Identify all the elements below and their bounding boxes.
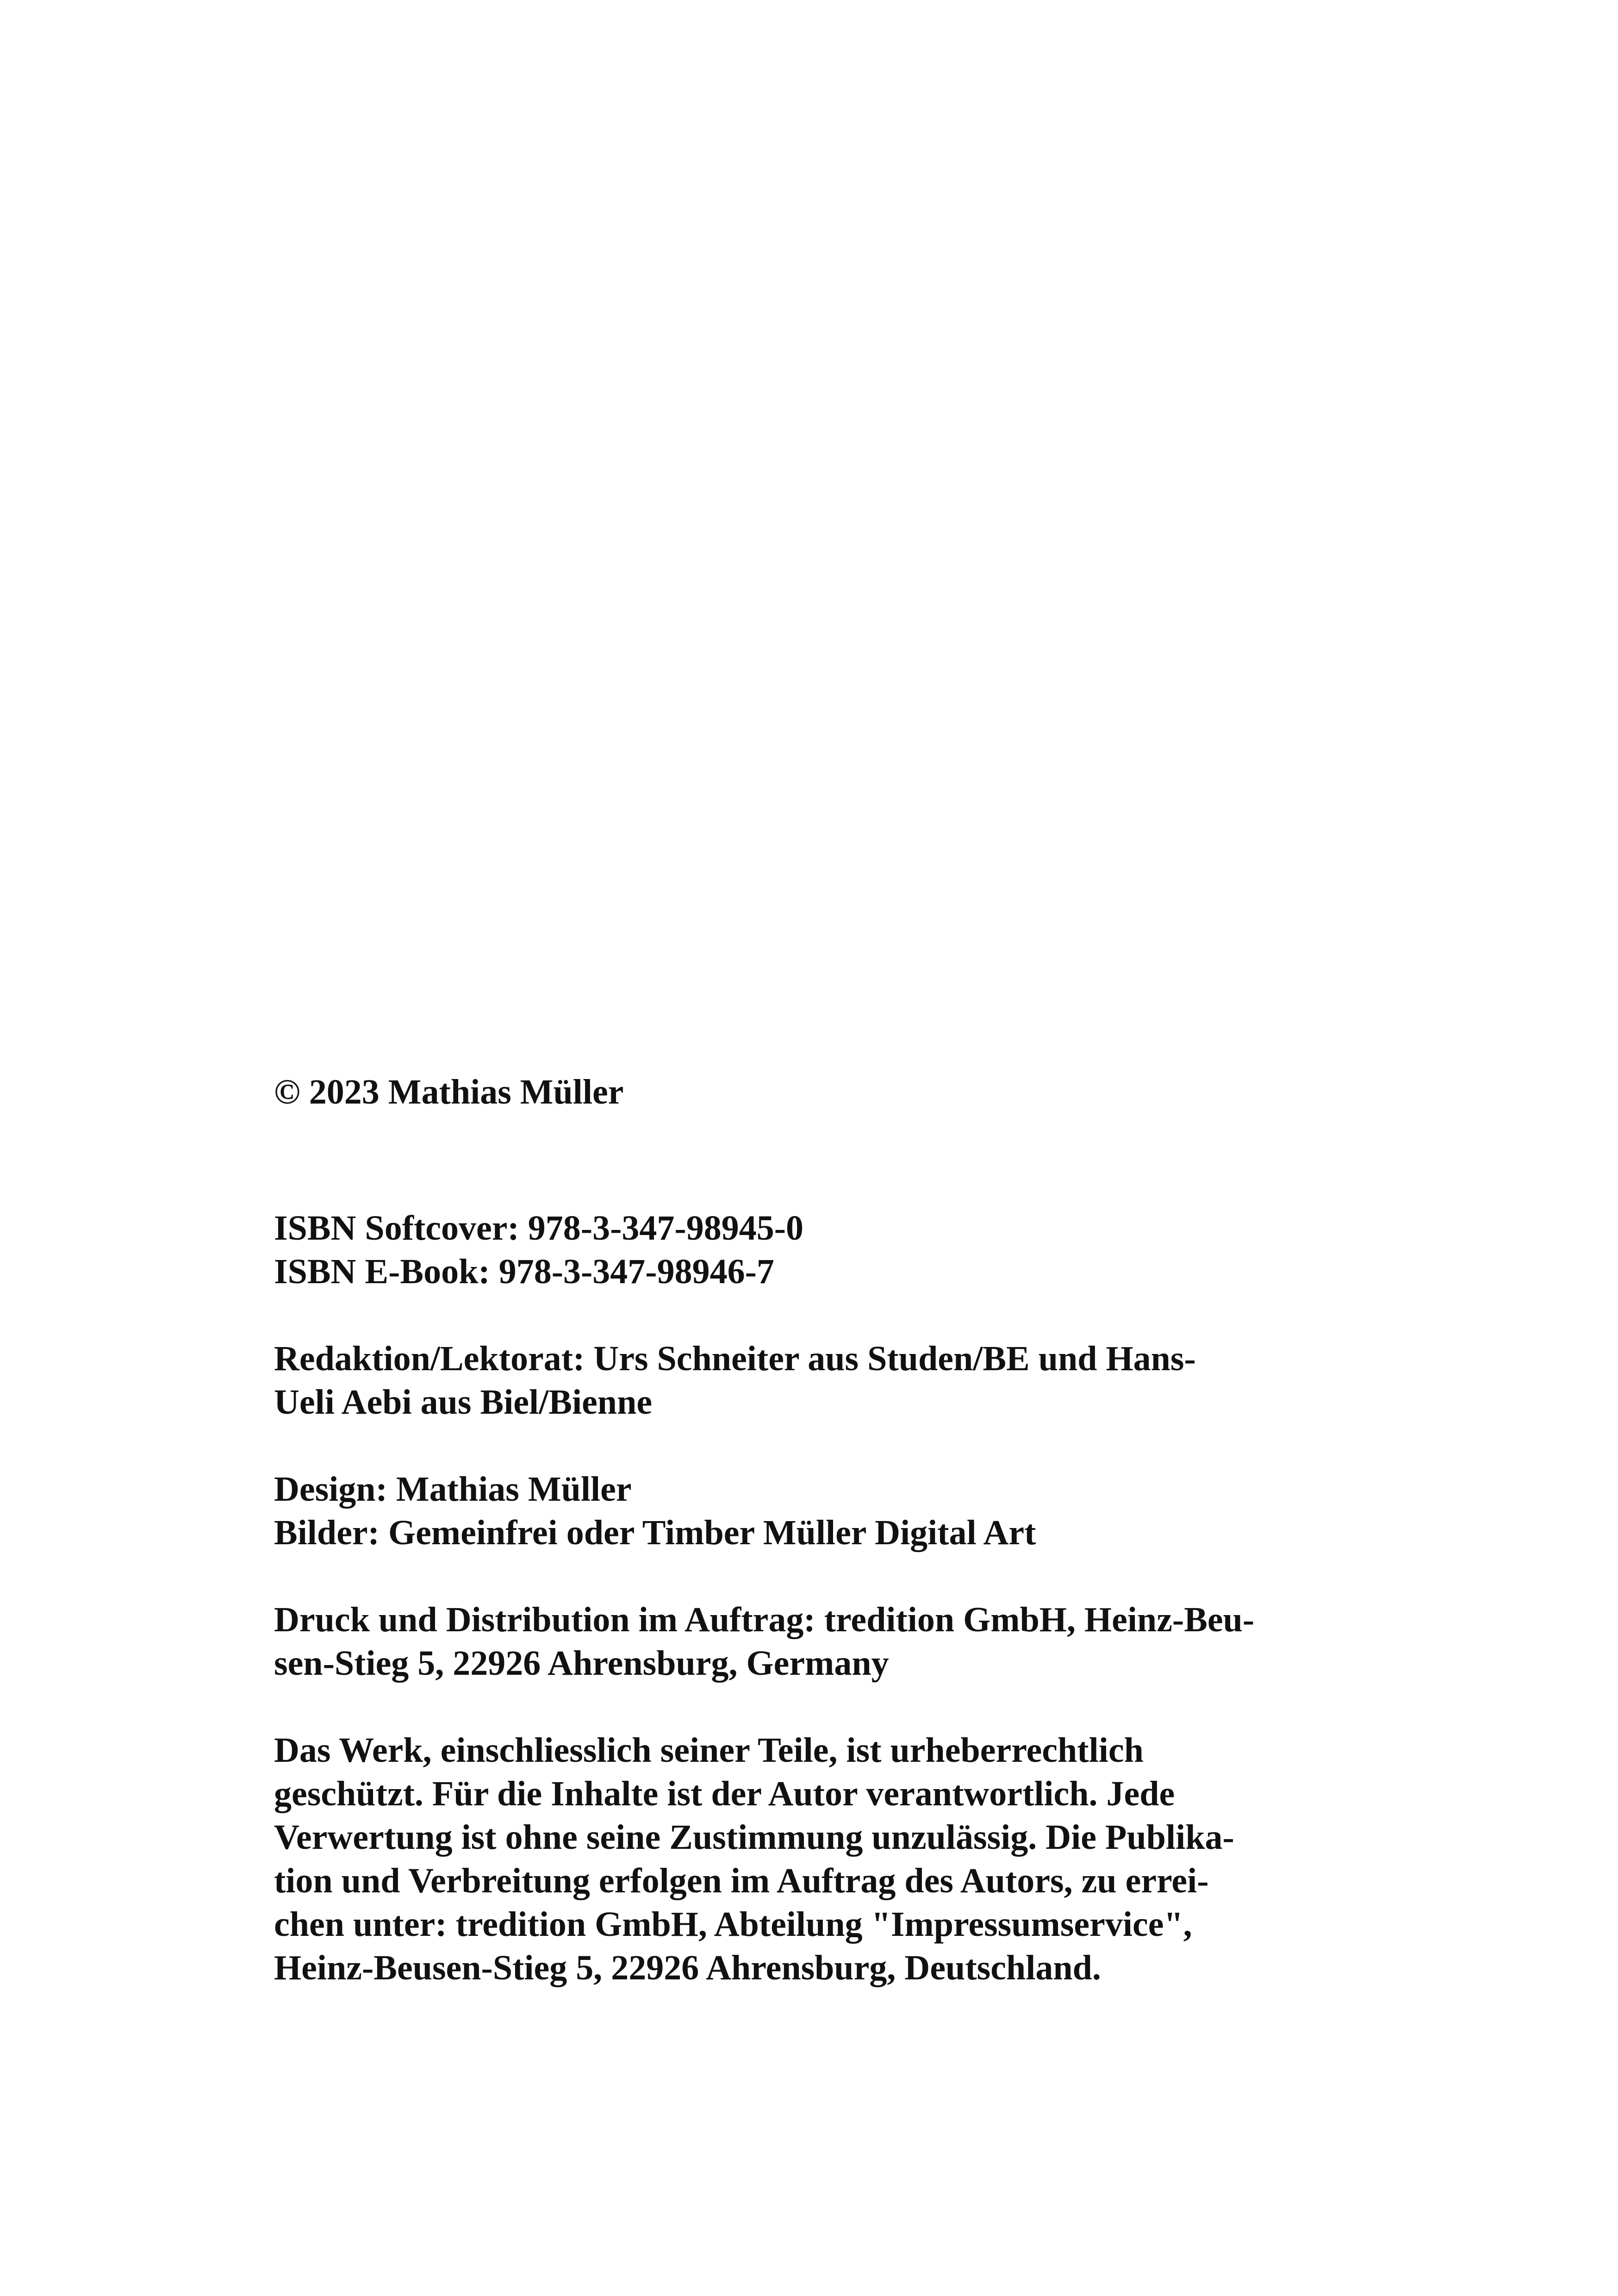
legal-line-5: chen unter: tredition GmbH, Abteilung "Impressumservice", — [274, 1905, 1192, 1944]
copyright-notice: © 2023 Mathias Müller — [274, 1073, 624, 1111]
legal-line-4: tion und Verbreitung erfolgen im Auftrag des Autors, zu errei- — [274, 1861, 1209, 1900]
printing-line-1: Druck und Distribution im Auftrag: tredition GmbH, Heinz-Beu- — [274, 1600, 1255, 1639]
legal-notice-block — [274, 1728, 1385, 1990]
printing-line-2: sen-Stieg 5, 22926 Ahrensburg, Germany — [274, 1644, 889, 1683]
design-credit: Design: Mathias Müller — [274, 1470, 632, 1509]
editing-block — [274, 1337, 1385, 1424]
credits-block — [274, 1467, 1385, 1554]
isbn-ebook: ISBN E-Book: 978-3-347-98946-7 — [274, 1252, 774, 1291]
isbn-block — [274, 1206, 1385, 1293]
editing-line-2: Ueli Aebi aus Biel/Bienne — [274, 1383, 653, 1422]
legal-line-2: geschützt. Für die Inhalte ist der Autor verantwortlich. Jede — [274, 1774, 1175, 1813]
image-credit: Bilder: Gemeinfrei oder Timber Müller Digital Art — [274, 1513, 1036, 1552]
imprint-block — [274, 1070, 1385, 1990]
legal-line-6: Heinz-Beusen-Stieg 5, 22926 Ahrensburg, Deutschland. — [274, 1948, 1101, 1987]
editing-line-1: Redaktion/Lektorat: Urs Schneiter aus Studen/BE und Hans- — [274, 1339, 1196, 1378]
legal-line-3: Verwertung ist ohne seine Zustimmung unzulässig. Die Publika- — [274, 1818, 1234, 1857]
legal-line-1: Das Werk, einschliesslich seiner Teile, ist urheberrechtlich — [274, 1731, 1144, 1770]
printing-block — [274, 1598, 1385, 1685]
isbn-softcover: ISBN Softcover: 978-3-347-98945-0 — [274, 1209, 804, 1248]
